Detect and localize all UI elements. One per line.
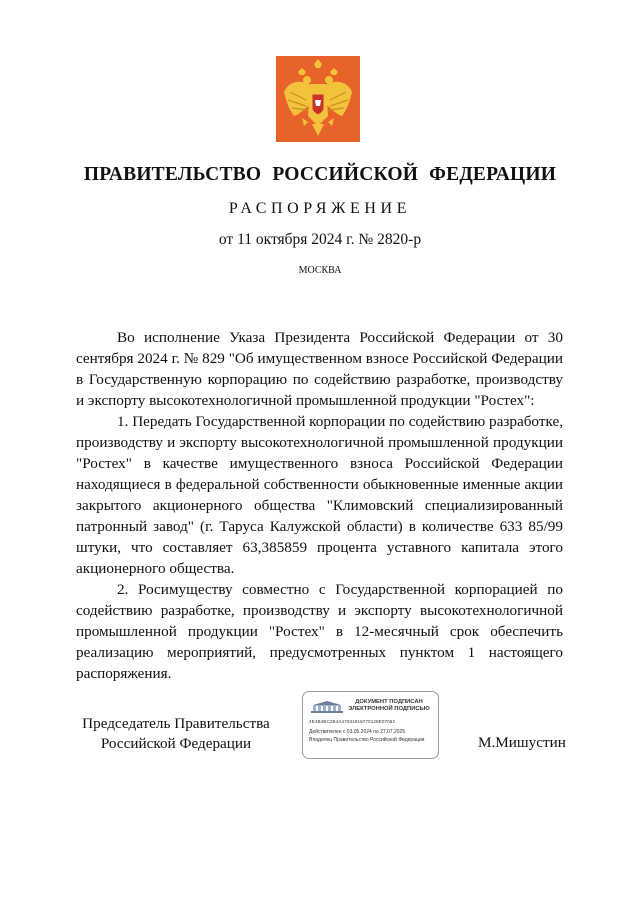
- document-type: РАСПОРЯЖЕНИЕ: [228, 200, 412, 217]
- signatory-position: [76, 714, 276, 754]
- document-city: МОСКВА: [298, 265, 342, 276]
- signatory-name: М.Мишустин: [478, 734, 566, 751]
- coat-of-arms-icon: [276, 56, 360, 142]
- government-title: ПРАВИТЕЛЬСТВО РОССИЙСКОЙ ФЕДЕРАЦИИ: [83, 164, 557, 185]
- document-body: [76, 327, 563, 684]
- signatory-position-line2: Российской Федерации: [100, 735, 252, 752]
- paragraph-item-2: 2. Росимуществу совместно с Государственной корпорацией по содействию разработке, производству и экспорту высокотехнологичной промышленной продукции "Ростех" в 12-месячный срок обеспечить реализацию мероприятий, предусмотренных пунктом 1 настоящего распоряжения.: [76, 581, 563, 682]
- paragraph-item-1: 1. Передать Государственной корпорации по содействию разработке, производству и экспорту высокотехнологичной промышленной продукции "Ростех" в качестве имущественного взноса Российской Федерации находящиеся в федеральной собственности обыкновенные именные акции закрытого акционерного общества "Климовский специализированный патронный завод" (г. Таруса Калужской области) в количестве 633 85/99 штуки, что составляет 63,385859 процента уставного капитала этого акционерного общества.: [76, 413, 563, 577]
- document-date-number: от 11 октября 2024 г. № 2820-р: [218, 231, 422, 248]
- paragraph-preamble: Во исполнение Указа Президента Российской Федерации от 30 сентября 2024 г. № 829 "Об имущественном взносе Российской Федерации в Государственную корпорацию по содействию разработке, производству и экспорту высокотехнологичной промышленной продукции "Ростех":: [76, 329, 563, 409]
- stamp-title: ДОКУМЕНТ ПОДПИСАН ЭЛЕКТРОННОЙ ПОДПИСЬЮ: [348, 699, 430, 712]
- government-building-icon: [310, 700, 344, 714]
- stamp-owner: Владелец Правительство Российской Федерации: [309, 737, 425, 743]
- signatory-position-line1: Председатель Правительства: [82, 715, 270, 732]
- electronic-signature-stamp: [302, 691, 439, 759]
- stamp-certificate: 4E4B4BC2B4A47931918770128E07062: [309, 719, 396, 724]
- stamp-validity: Действителен с 03.05.2024 по 27.07.2025: [309, 729, 406, 735]
